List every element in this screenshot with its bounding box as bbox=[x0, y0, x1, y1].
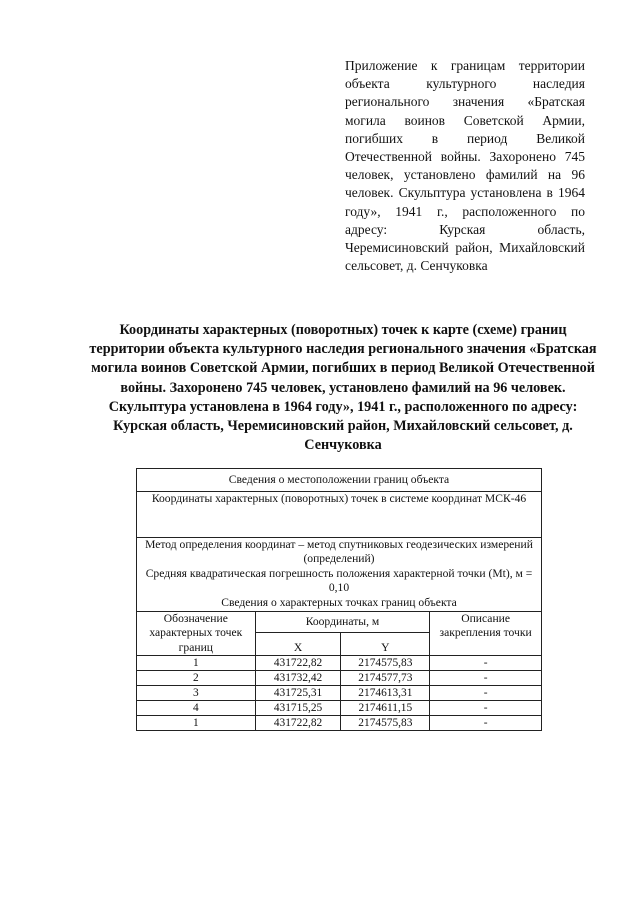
point-id: 1 bbox=[137, 716, 256, 731]
column-designation: Обозначение характерных точек границ bbox=[137, 612, 256, 656]
column-coordinates: Координаты, м bbox=[255, 612, 430, 633]
coordinate-system: Координаты характерных (поворотных) точек в системе координат МСК-46 bbox=[137, 492, 542, 538]
point-y: 2174575,83 bbox=[341, 716, 430, 731]
point-id: 3 bbox=[137, 686, 256, 701]
column-y: Y bbox=[341, 632, 430, 655]
document-heading: Координаты характерных (поворотных) точек к карте (схеме) границ территории объекта культурного наследия регионального значения «Братская могила воинов Советской Армии, погибших в период Великой Отечественной войны. Захоронено 745 человек, установлено фамилий на 96 человек. Скульптура установлена в 1964 году», 1941 г., расположенного по адресу: Курская область, Черемисиновский район, Михайловский сельсовет, д. Сенчуковка bbox=[89, 322, 597, 454]
point-y: 2174577,73 bbox=[341, 671, 430, 686]
point-x: 431715,25 bbox=[255, 701, 341, 716]
column-header-row bbox=[137, 612, 542, 633]
table-title: Сведения о местоположении границ объекта bbox=[137, 469, 542, 492]
column-x: X bbox=[255, 632, 341, 655]
column-description: Описание закрепления точки bbox=[430, 612, 542, 656]
coordinates-table bbox=[136, 468, 542, 731]
point-y: 2174611,15 bbox=[341, 701, 430, 716]
table-row bbox=[137, 671, 542, 686]
point-description: - bbox=[430, 701, 542, 716]
point-x: 431722,82 bbox=[255, 656, 341, 671]
method-cell bbox=[137, 538, 542, 612]
method-text: Метод определения координат – метод спутниковых геодезических измерений (определений) bbox=[145, 538, 533, 566]
appendix-note: Приложение к границам территории объекта культурного наследия регионального значения «Братская могила воинов Советской Армии, погибших в период Великой Отечественной войны. Захоронено 745 человек, установлено фамилий на 96 человек. Скульптура установлена в 1964 году», 1941 г., расположенного по адресу: Курская область, Черемисиновский район, Михайловский сельсовет, д. Сенчуковка bbox=[345, 58, 585, 274]
point-id: 2 bbox=[137, 671, 256, 686]
point-x: 431725,31 bbox=[255, 686, 341, 701]
table-title-row bbox=[137, 469, 542, 492]
table-row bbox=[137, 716, 542, 731]
point-id: 1 bbox=[137, 656, 256, 671]
point-y: 2174575,83 bbox=[341, 656, 430, 671]
method-row bbox=[137, 538, 542, 612]
table-row bbox=[137, 701, 542, 716]
point-x: 431722,82 bbox=[255, 716, 341, 731]
point-description: - bbox=[430, 686, 542, 701]
accuracy-text: Средняя квадратическая погрешность положения характерной точки (Mt), м = 0,10 bbox=[145, 566, 533, 595]
point-description: - bbox=[430, 716, 542, 731]
point-description: - bbox=[430, 656, 542, 671]
point-y: 2174613,31 bbox=[341, 686, 430, 701]
table-row bbox=[137, 656, 542, 671]
point-x: 431732,42 bbox=[255, 671, 341, 686]
table-row bbox=[137, 686, 542, 701]
point-id: 4 bbox=[137, 701, 256, 716]
points-title: Сведения о характерных точках границ объекта bbox=[221, 595, 457, 609]
point-description: - bbox=[430, 671, 542, 686]
coordinate-system-row bbox=[137, 492, 542, 538]
